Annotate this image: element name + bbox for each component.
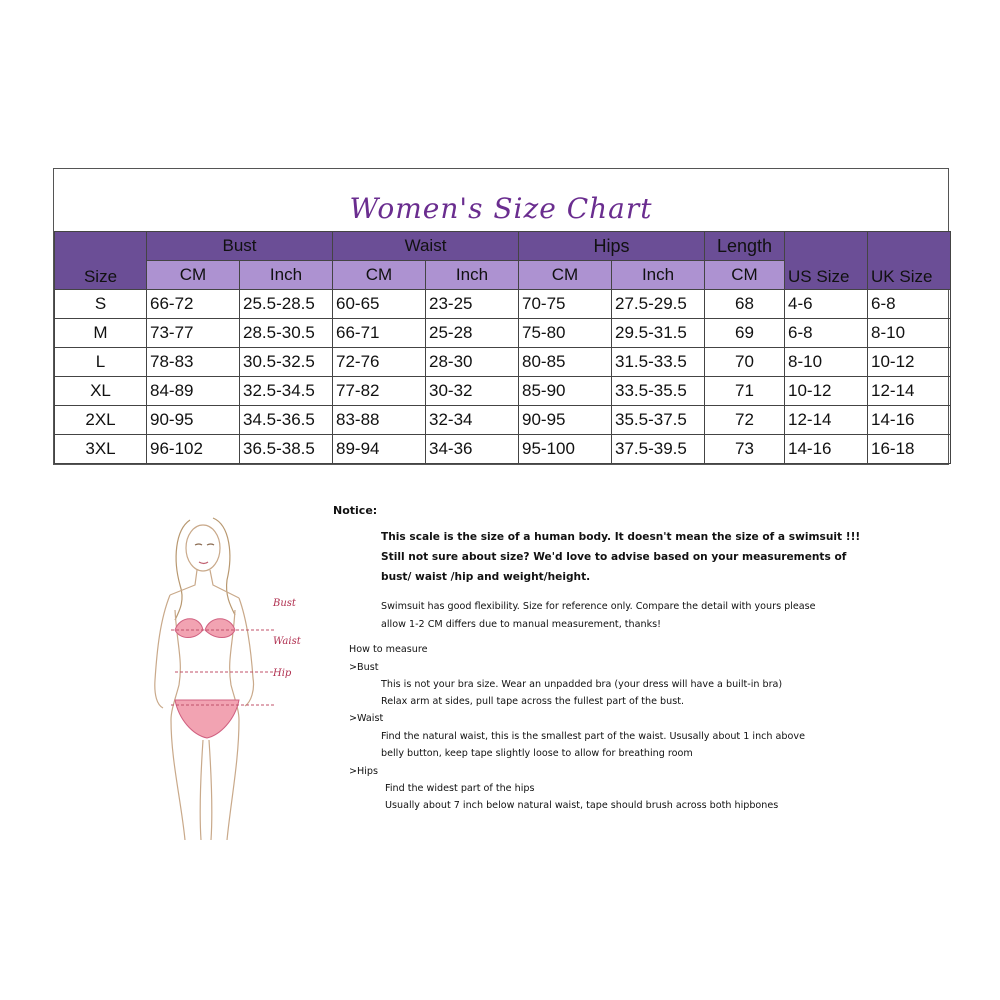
cell-waist-cm: 72-76 (333, 348, 426, 377)
cell-waist-inch: 32-34 (426, 406, 519, 435)
cell-us-size: 10-12 (785, 377, 868, 406)
cell-size: 3XL (55, 435, 147, 464)
header-hips: Hips (519, 232, 705, 261)
table-row (55, 377, 951, 406)
cell-length-cm: 68 (705, 290, 785, 319)
header-bust: Bust (147, 232, 333, 261)
cell-hips-cm: 95-100 (519, 435, 612, 464)
waist-line-2: belly button, keep tape slightly loose to allow for breathing room (381, 748, 693, 759)
table-row (55, 319, 951, 348)
how-to-measure: How to measure (349, 644, 428, 655)
chart-title: Women's Size Chart (349, 192, 653, 225)
notice-bold-1: This scale is the size of a human body. It doesn't mean the size of a swimsuit !!! (381, 531, 861, 543)
cell-waist-inch: 25-28 (426, 319, 519, 348)
header-us-size: US Size (785, 232, 868, 290)
notice-flex-1: Swimsuit has good flexibility. Size for reference only. Compare the detail with yours please (381, 601, 816, 612)
cell-waist-inch: 28-30 (426, 348, 519, 377)
cell-us-size: 14-16 (785, 435, 868, 464)
cell-waist-inch: 23-25 (426, 290, 519, 319)
cell-bust-inch: 25.5-28.5 (240, 290, 333, 319)
cell-hips-inch: 37.5-39.5 (612, 435, 705, 464)
cell-waist-cm: 77-82 (333, 377, 426, 406)
cell-uk-size: 6-8 (868, 290, 951, 319)
cell-size: 2XL (55, 406, 147, 435)
table-row (55, 348, 951, 377)
unit-waist-cm: CM (333, 261, 426, 290)
cell-length-cm: 69 (705, 319, 785, 348)
waist-line-1: Find the natural waist, this is the smallest part of the waist. Ususally about 1 inch above (381, 731, 805, 742)
cell-bust-inch: 34.5-36.5 (240, 406, 333, 435)
unit-bust-cm: CM (147, 261, 240, 290)
cell-hips-cm: 75-80 (519, 319, 612, 348)
figure-outline (155, 518, 254, 840)
hips-heading: >Hips (349, 766, 379, 777)
cell-hips-inch: 29.5-31.5 (612, 319, 705, 348)
cell-waist-cm: 89-94 (333, 435, 426, 464)
hips-line-1: Find the widest part of the hips (385, 783, 535, 794)
label-waist: Waist (273, 636, 301, 647)
cell-bust-cm: 73-77 (147, 319, 240, 348)
cell-waist-cm: 60-65 (333, 290, 426, 319)
measurement-guide (53, 470, 949, 835)
table-row (55, 435, 951, 464)
unit-hips-cm: CM (519, 261, 612, 290)
notice-bold-3: bust/ waist /hip and weight/height. (381, 571, 591, 583)
cell-length-cm: 70 (705, 348, 785, 377)
cell-bust-inch: 32.5-34.5 (240, 377, 333, 406)
measurement-lines (171, 630, 275, 705)
cell-us-size: 6-8 (785, 319, 868, 348)
header-uk-size: UK Size (868, 232, 951, 290)
cell-bust-cm: 78-83 (147, 348, 240, 377)
bikini-illustration (175, 619, 239, 738)
cell-hips-cm: 80-85 (519, 348, 612, 377)
header-waist: Waist (333, 232, 519, 261)
bust-line-2: Relax arm at sides, pull tape across the fullest part of the bust. (381, 696, 685, 707)
cell-hips-cm: 90-95 (519, 406, 612, 435)
notice-heading: Notice: (333, 504, 378, 517)
unit-bust-inch: Inch (240, 261, 333, 290)
cell-bust-inch: 28.5-30.5 (240, 319, 333, 348)
size-rows (55, 290, 951, 464)
cell-uk-size: 10-12 (868, 348, 951, 377)
cell-uk-size: 12-14 (868, 377, 951, 406)
notice-flex-2: allow 1-2 CM differs due to manual measurement, thanks! (381, 619, 661, 630)
cell-us-size: 4-6 (785, 290, 868, 319)
label-hip: Hip (273, 668, 292, 679)
bust-line-1: This is not your bra size. Wear an unpadded bra (your dress will have a built-in bra) (381, 679, 783, 690)
cell-us-size: 8-10 (785, 348, 868, 377)
unit-waist-inch: Inch (426, 261, 519, 290)
cell-waist-inch: 34-36 (426, 435, 519, 464)
cell-waist-cm: 66-71 (333, 319, 426, 348)
unit-hips-inch: Inch (612, 261, 705, 290)
cell-bust-cm: 84-89 (147, 377, 240, 406)
cell-bust-inch: 36.5-38.5 (240, 435, 333, 464)
cell-bust-inch: 30.5-32.5 (240, 348, 333, 377)
size-table (54, 231, 951, 464)
cell-uk-size: 8-10 (868, 319, 951, 348)
waist-heading: >Waist (349, 713, 384, 724)
header-length: Length (705, 232, 785, 261)
cell-length-cm: 72 (705, 406, 785, 435)
cell-hips-cm: 70-75 (519, 290, 612, 319)
cell-waist-inch: 30-32 (426, 377, 519, 406)
table-row (55, 406, 951, 435)
cell-hips-inch: 31.5-33.5 (612, 348, 705, 377)
bust-heading: >Bust (349, 662, 379, 673)
cell-hips-cm: 85-90 (519, 377, 612, 406)
body-measurement-figure (135, 510, 335, 840)
cell-bust-cm: 90-95 (147, 406, 240, 435)
header-size: Size (55, 232, 147, 290)
cell-uk-size: 16-18 (868, 435, 951, 464)
cell-uk-size: 14-16 (868, 406, 951, 435)
cell-size: M (55, 319, 147, 348)
cell-length-cm: 73 (705, 435, 785, 464)
cell-us-size: 12-14 (785, 406, 868, 435)
table-row (55, 290, 951, 319)
label-bust: Bust (273, 598, 296, 609)
cell-size: S (55, 290, 147, 319)
size-chart (53, 168, 949, 465)
cell-size: XL (55, 377, 147, 406)
notice-bold-2: Still not sure about size? We'd love to advise based on your measurements of (381, 551, 847, 563)
hips-line-2: Usually about 7 inch below natural waist, tape should brush across both hipbones (385, 800, 779, 811)
cell-size: L (55, 348, 147, 377)
cell-hips-inch: 27.5-29.5 (612, 290, 705, 319)
cell-length-cm: 71 (705, 377, 785, 406)
header-row-groups (55, 232, 951, 261)
unit-length-cm: CM (705, 261, 785, 290)
cell-waist-cm: 83-88 (333, 406, 426, 435)
cell-hips-inch: 35.5-37.5 (612, 406, 705, 435)
cell-bust-cm: 96-102 (147, 435, 240, 464)
cell-bust-cm: 66-72 (147, 290, 240, 319)
cell-hips-inch: 33.5-35.5 (612, 377, 705, 406)
